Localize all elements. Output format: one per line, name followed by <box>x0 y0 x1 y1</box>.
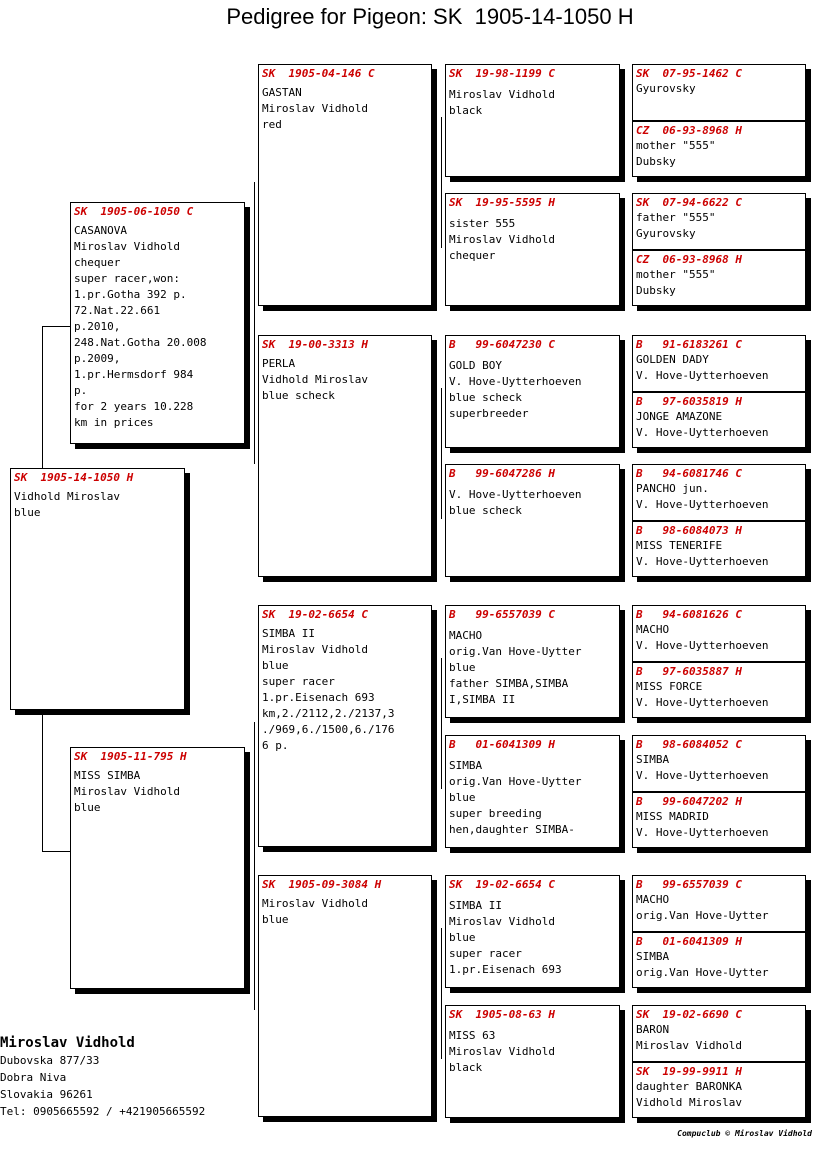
page-title: Pedigree for Pigeon: SK 1905-14-1050 H <box>226 4 634 29</box>
ring-number: CZ 06-93-8968 H <box>636 253 742 266</box>
connector-line <box>441 928 442 1059</box>
info-line: chequer <box>74 256 121 269</box>
ring-number: CZ 06-93-8968 H <box>636 124 742 137</box>
info-line: SIMBA II <box>449 899 502 912</box>
great-grandparent-card[interactable] <box>445 335 620 448</box>
ring-number: B 98-6084073 H <box>636 524 742 537</box>
info-line: CASANOVA <box>74 224 127 237</box>
ring-number: SK 19-00-3313 H <box>262 338 368 351</box>
connector-line <box>42 326 70 327</box>
info-line: ./969,6./1500,6./176 <box>262 723 395 736</box>
info-line: for 2 years 10.228 <box>74 400 194 413</box>
ring-number: B 97-6035887 H <box>636 665 742 678</box>
great-grandparent-card[interactable] <box>445 464 620 577</box>
great-grandparent-card[interactable] <box>445 64 620 177</box>
info-line: 1.pr.Gotha 392 p. <box>74 288 187 301</box>
info-line: Miroslav Vidhold <box>262 897 368 910</box>
info-line: chequer <box>449 249 496 262</box>
great-grandparent-card[interactable] <box>445 605 620 718</box>
ancestor-card-gen4[interactable] <box>632 335 806 392</box>
connector-line <box>441 658 442 789</box>
ring-number: SK 19-98-1199 C <box>449 67 555 80</box>
grandparent-card[interactable] <box>258 605 432 847</box>
address-line: Dubovska 877/33 <box>0 1054 100 1067</box>
info-line: MISS FORCE <box>636 680 703 693</box>
ring-number: B 91-6183261 C <box>636 338 742 351</box>
info-line: orig.Van Hove-Uytter <box>636 909 769 922</box>
info-line: black <box>449 1061 483 1074</box>
ring-number: B 94-6081626 C <box>636 608 742 621</box>
info-line: 1.pr.Eisenach 693 <box>449 963 562 976</box>
info-line: MISS TENERIFE <box>636 539 723 552</box>
info-line: SIMBA <box>636 753 670 766</box>
ring-number: SK 19-02-6690 C <box>636 1008 742 1021</box>
info-line: 1.pr.Hermsdorf 984 <box>74 368 194 381</box>
ring-number: B 99-6047286 H <box>449 467 555 480</box>
info-line: blue <box>449 791 476 804</box>
info-line: hen,daughter SIMBA- <box>449 823 575 836</box>
ring-number: SK 19-99-9911 H <box>636 1065 742 1078</box>
info-line: SIMBA <box>636 950 670 963</box>
ancestor-card-gen4[interactable] <box>632 392 806 448</box>
ancestor-card-gen4[interactable] <box>632 792 806 848</box>
info-line: super racer <box>449 947 522 960</box>
info-line: blue <box>14 506 41 519</box>
address-line: Tel: 0905665592 / +421905665592 <box>0 1105 206 1118</box>
info-line: V. Hove-Uytterhoeven <box>636 426 769 439</box>
info-line: Miroslav Vidhold <box>262 643 368 656</box>
info-line: V. Hove-Uytterhoeven <box>636 696 769 709</box>
ancestor-card-gen4[interactable] <box>632 193 806 250</box>
info-line: I,SIMBA II <box>449 693 516 706</box>
info-line: Vidhold Miroslav <box>262 373 368 386</box>
info-line: Miroslav Vidhold <box>636 1039 742 1052</box>
info-line: mother "555" <box>636 139 716 152</box>
connector-line <box>441 388 442 519</box>
info-line: V. Hove-Uytterhoeven <box>449 375 582 388</box>
info-line: 72.Nat.22.661 <box>74 304 161 317</box>
ring-number: SK 1905-06-1050 C <box>74 205 194 218</box>
address-line: Slovakia 96261 <box>0 1088 93 1101</box>
great-grandparent-card[interactable] <box>445 1005 620 1118</box>
grandparent-card[interactable] <box>258 64 432 306</box>
ancestor-card-gen4[interactable] <box>632 121 806 177</box>
info-line: GOLDEN DADY <box>636 353 709 366</box>
info-line: MISS 63 <box>449 1029 496 1042</box>
software-credit: Compuclub © Miroslav Vidhold <box>677 1129 812 1138</box>
info-line: MISS SIMBA <box>74 769 141 782</box>
info-line: Miroslav Vidhold <box>449 915 555 928</box>
info-line: blue <box>262 913 289 926</box>
address-line: Dobra Niva <box>0 1071 67 1084</box>
ancestor-card-gen4[interactable] <box>632 64 806 121</box>
ring-number: B 01-6041309 H <box>449 738 555 751</box>
info-line: Miroslav Vidhold <box>74 240 180 253</box>
ring-number: SK 1905-08-63 H <box>449 1008 555 1021</box>
info-line: p. <box>74 384 88 397</box>
info-line: PERLA <box>262 357 296 370</box>
info-line: blue <box>449 931 476 944</box>
info-line: MACHO <box>636 623 670 636</box>
ancestor-card-gen4[interactable] <box>632 875 806 932</box>
info-line: blue scheck <box>449 504 522 517</box>
connector-line <box>441 117 442 248</box>
info-line: MISS MADRID <box>636 810 709 823</box>
info-line: sister 555 <box>449 217 516 230</box>
info-line: V. Hove-Uytterhoeven <box>636 639 769 652</box>
info-line: red <box>262 118 282 131</box>
info-line: Miroslav Vidhold <box>449 1045 555 1058</box>
info-line: V. Hove-Uytterhoeven <box>636 826 769 839</box>
ancestor-card-gen4[interactable] <box>632 605 806 662</box>
subject-pigeon-card[interactable] <box>10 468 185 710</box>
parent-card-dam[interactable] <box>70 747 245 989</box>
ring-number: B 98-6084052 C <box>636 738 742 751</box>
info-line: father "555" <box>636 211 716 224</box>
ring-number: SK 1905-09-3084 H <box>262 878 382 891</box>
info-line: daughter BARONKA <box>636 1080 742 1093</box>
info-line: p.2010, <box>74 320 121 333</box>
info-line: 248.Nat.Gotha 20.008 <box>74 336 207 349</box>
info-line: V. Hove-Uytterhoeven <box>636 498 769 511</box>
info-line: Gyurovsky <box>636 82 696 95</box>
ring-number: B 99-6047202 H <box>636 795 742 808</box>
info-line: JONGE AMAZONE <box>636 410 723 423</box>
ring-number: SK 1905-11-795 H <box>74 750 187 763</box>
grandparent-card[interactable] <box>258 335 432 577</box>
info-line: PANCHO jun. <box>636 482 709 495</box>
info-line: GASTAN <box>262 86 302 99</box>
ring-number: SK 1905-14-1050 H <box>14 471 134 484</box>
info-line: black <box>449 104 483 117</box>
info-line: Dubsky <box>636 284 676 297</box>
info-line: orig.Van Hove-Uytter <box>449 775 582 788</box>
ring-number: B 99-6557039 C <box>636 878 742 891</box>
grandparent-card[interactable] <box>258 875 432 1117</box>
ring-number: SK 19-95-5595 H <box>449 196 555 209</box>
ancestor-card-gen4[interactable] <box>632 932 806 988</box>
info-line: MACHO <box>636 893 670 906</box>
info-line: Miroslav Vidhold <box>74 785 180 798</box>
great-grandparent-card[interactable] <box>445 735 620 848</box>
parent-card-sire[interactable] <box>70 202 245 444</box>
info-line: orig.Van Hove-Uytter <box>636 966 769 979</box>
info-line: km,2./2112,2./2137,3 <box>262 707 395 720</box>
info-line: SIMBA II <box>262 627 315 640</box>
info-line: p.2009, <box>74 352 121 365</box>
ring-number: SK 07-94-6622 C <box>636 196 742 209</box>
connector-line <box>254 182 255 464</box>
info-line: Miroslav Vidhold <box>449 233 555 246</box>
info-line: 1.pr.Eisenach 693 <box>262 691 375 704</box>
ancestor-card-gen4[interactable] <box>632 521 806 577</box>
info-line: super racer,won: <box>74 272 180 285</box>
info-line: V. Hove-Uytterhoeven <box>636 769 769 782</box>
ancestor-card-gen4[interactable] <box>632 1005 806 1062</box>
ancestor-card-gen4[interactable] <box>632 250 806 306</box>
ancestor-card-gen4[interactable] <box>632 662 806 718</box>
info-line: 6 p. <box>262 739 289 752</box>
info-line: Miroslav Vidhold <box>449 88 555 101</box>
info-line: blue <box>262 659 289 672</box>
info-line: mother "555" <box>636 268 716 281</box>
info-line: super breeding <box>449 807 542 820</box>
info-line: blue scheck <box>262 389 335 402</box>
connector-line <box>254 722 255 1010</box>
info-line: orig.Van Hove-Uytter <box>449 645 582 658</box>
breeder-name: Miroslav Vidhold <box>0 1035 135 1051</box>
ring-number: B 97-6035819 H <box>636 395 742 408</box>
connector-line <box>42 851 70 852</box>
info-line: GOLD BOY <box>449 359 502 372</box>
info-line: V. Hove-Uytterhoeven <box>449 488 582 501</box>
ring-number: SK 19-02-6654 C <box>449 878 555 891</box>
info-line: superbreeder <box>449 407 529 420</box>
info-line: MACHO <box>449 629 483 642</box>
info-line: super racer <box>262 675 335 688</box>
ring-number: SK 1905-04-146 C <box>262 67 375 80</box>
info-line: Gyurovsky <box>636 227 696 240</box>
info-line: V. Hove-Uytterhoeven <box>636 555 769 568</box>
info-line: Dubsky <box>636 155 676 168</box>
info-line: Miroslav Vidhold <box>262 102 368 115</box>
info-line: V. Hove-Uytterhoeven <box>636 369 769 382</box>
ring-number: B 94-6081746 C <box>636 467 742 480</box>
connector-line <box>42 710 43 852</box>
ring-number: SK 19-02-6654 C <box>262 608 368 621</box>
breeder-info <box>0 1034 205 1120</box>
ring-number: B 01-6041309 H <box>636 935 742 948</box>
info-line: Vidhold Miroslav <box>14 490 120 503</box>
info-line: SIMBA <box>449 759 483 772</box>
info-line: blue <box>74 801 101 814</box>
info-line: Vidhold Miroslav <box>636 1096 742 1109</box>
info-line: BARON <box>636 1023 670 1036</box>
info-line: father SIMBA,SIMBA <box>449 677 569 690</box>
info-line: blue <box>449 661 476 674</box>
ancestor-card-gen4[interactable] <box>632 464 806 521</box>
ring-number: B 99-6557039 C <box>449 608 555 621</box>
ancestor-card-gen4[interactable] <box>632 735 806 792</box>
ring-number: B 99-6047230 C <box>449 338 555 351</box>
great-grandparent-card[interactable] <box>445 193 620 306</box>
great-grandparent-card[interactable] <box>445 875 620 988</box>
info-line: km in prices <box>74 416 154 429</box>
ring-number: SK 07-95-1462 C <box>636 67 742 80</box>
ancestor-card-gen4[interactable] <box>632 1062 806 1118</box>
connector-line <box>42 326 43 469</box>
info-line: blue scheck <box>449 391 522 404</box>
